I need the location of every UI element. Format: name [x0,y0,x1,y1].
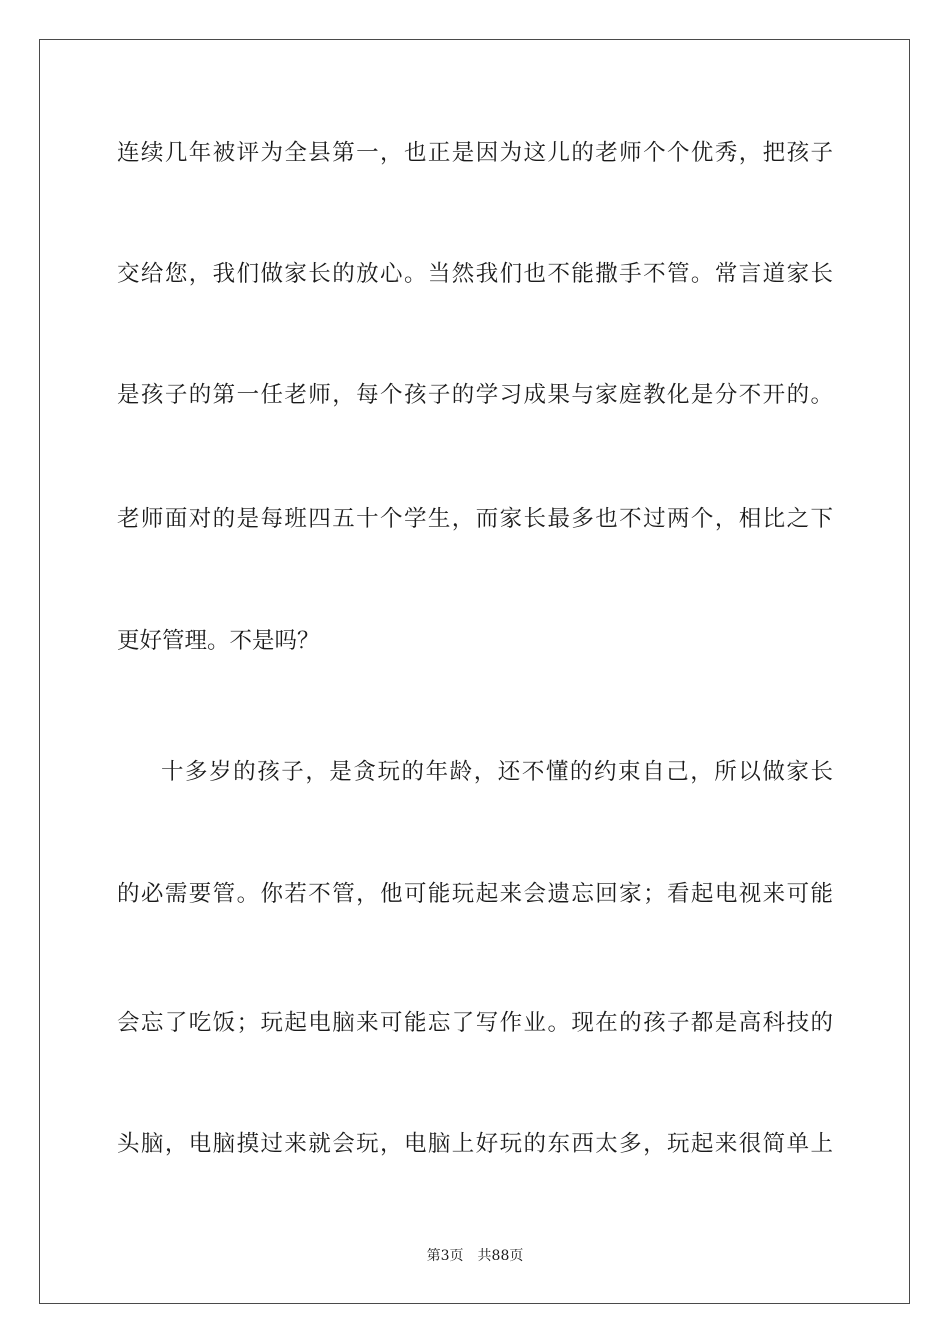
text-line-1: 连续几年被评为全县第一，也正是因为这儿的老师个个优秀，把孩子 [117,140,833,166]
paragraph-start-line: 十多岁的孩子，是贪玩的年龄，还不懂的约束自己，所以做家长 [161,759,833,785]
page-total: 共88页 [477,1248,524,1264]
page-border [39,39,910,1304]
text-line-5: 更好管理。不是吗？ [117,628,320,654]
text-line-7: 的必需要管。你若不管，他可能玩起来会遗忘回家；看起电视来可能 [117,881,833,907]
text-line-3: 是孩子的第一任老师，每个孩子的学习成果与家庭教化是分不开的。 [117,382,833,408]
page-number: 第3页 [426,1248,464,1264]
text-line-9: 头脑，电脑摸过来就会玩，电脑上好玩的东西太多，玩起来很简单上 [117,1131,833,1157]
text-line-8: 会忘了吃饭；玩起电脑来可能忘了写作业。现在的孩子都是高科技的 [117,1010,833,1036]
text-line-4: 老师面对的是每班四五十个学生，而家长最多也不过两个，相比之下 [117,506,833,532]
page-footer [0,1246,950,1266]
text-line-2: 交给您，我们做家长的放心。当然我们也不能撒手不管。常言道家长 [117,261,833,287]
